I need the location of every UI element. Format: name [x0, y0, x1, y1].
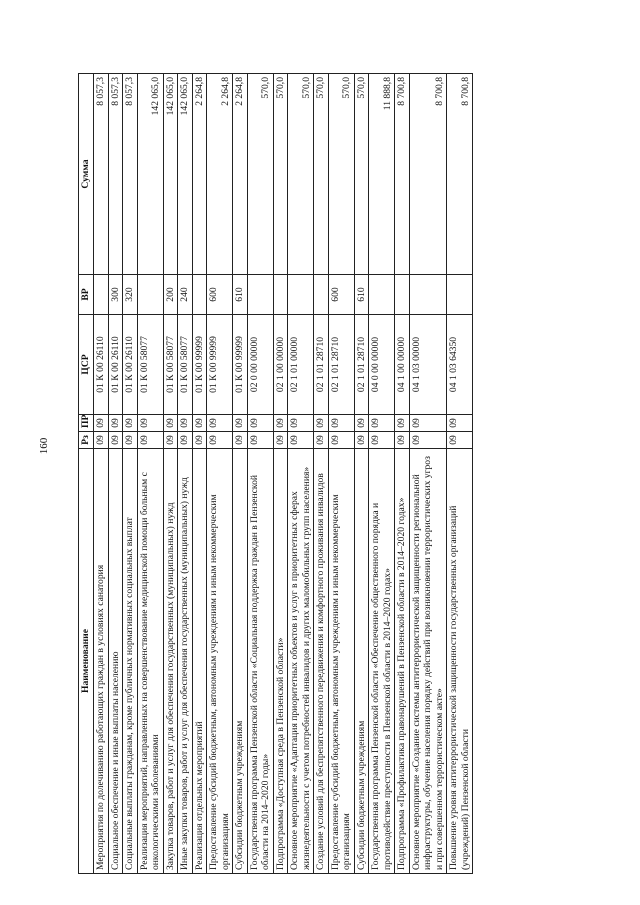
cell-name: Закупка товаров, работ и услуг для обеспечения государственных (муниципальных) нужд: [163, 449, 178, 874]
cell-vr: 300: [108, 275, 123, 315]
cell-vr: [273, 275, 288, 315]
cell-sum: 8 057,3: [94, 74, 109, 275]
cell-sum: 570,0: [314, 74, 329, 275]
table-row: [354, 74, 369, 874]
cell-csr: 01 К 00 26110: [108, 315, 123, 415]
cell-sum: 142 065,0: [163, 74, 178, 275]
cell-name: Подпрограмма «Доступная среда в Пензенской области»: [273, 449, 288, 874]
cell-vr: [395, 275, 410, 315]
cell-rz: 09: [314, 432, 329, 449]
cell-name: Иные закупки товаров, работ и услуг для обеспечения государственных (муниципальных) нужд: [178, 449, 193, 874]
cell-csr: 02 1 01 28710: [314, 315, 329, 415]
cell-rz: 09: [288, 432, 314, 449]
cell-vr: [314, 275, 329, 315]
cell-vr: 240: [178, 275, 193, 315]
cell-sum: 8 057,3: [123, 74, 138, 275]
cell-vr: [369, 275, 395, 315]
cell-pr: 09: [108, 415, 123, 432]
cell-csr: 02 1 01 00000: [288, 315, 314, 415]
table-row: [369, 74, 395, 874]
cell-vr: 320: [123, 275, 138, 315]
cell-name: Основное мероприятие «Адаптация приоритетных объектов и услуг в приоритетных сферах жизнедеятельности с учетом потребностей инвалидов и других маломобильных групп населения»: [288, 449, 314, 874]
cell-sum: 570,0: [247, 74, 273, 275]
cell-sum: 2 264,8: [207, 74, 233, 275]
cell-rz: 09: [447, 432, 473, 449]
cell-csr: 04 0 00 00000: [369, 315, 395, 415]
cell-sum: 2 264,8: [233, 74, 248, 275]
cell-rz: 09: [369, 432, 395, 449]
cell-name: Подпрограмма «Профилактика правонарушений в Пензенской области в 2014–2020 годах»: [395, 449, 410, 874]
cell-name: Реализация мероприятий, направленных на совершенствование медицинской помощи больным с онкологическими заболеваниями: [137, 449, 163, 874]
cell-csr: 01 К 00 58077: [163, 315, 178, 415]
cell-vr: [247, 275, 273, 315]
cell-pr: 09: [314, 415, 329, 432]
cell-pr: 09: [94, 415, 109, 432]
cell-vr: [288, 275, 314, 315]
cell-name: Предоставление субсидий бюджетным, автономным учреждениям и иным некоммерческим организациям: [207, 449, 233, 874]
cell-sum: 8 700,8: [409, 74, 447, 275]
cell-rz: 09: [207, 432, 233, 449]
cell-vr: 200: [163, 275, 178, 315]
cell-pr: 09: [409, 415, 447, 432]
header-pr: ПР: [79, 415, 94, 432]
table-row: [328, 74, 354, 874]
cell-csr: 02 1 01 28710: [354, 315, 369, 415]
table-row: [163, 74, 178, 874]
cell-rz: 09: [233, 432, 248, 449]
cell-pr: 09: [137, 415, 163, 432]
cell-rz: 09: [163, 432, 178, 449]
header-sum: Сумма: [79, 74, 94, 275]
cell-csr: 01 К 00 99999: [233, 315, 248, 415]
cell-rz: 09: [123, 432, 138, 449]
cell-pr: 09: [207, 415, 233, 432]
cell-sum: 11 888,8: [369, 74, 395, 275]
cell-name: Субсидии бюджетным учреждениям: [354, 449, 369, 874]
cell-name: Социальные выплаты гражданам, кроме публичных нормативных социальных выплат: [123, 449, 138, 874]
table-row: [409, 74, 447, 874]
cell-pr: 09: [328, 415, 354, 432]
cell-csr: 01 К 00 99999: [192, 315, 207, 415]
table-row: [288, 74, 314, 874]
table-row: [94, 74, 109, 874]
cell-vr: 600: [328, 275, 354, 315]
cell-pr: 09: [369, 415, 395, 432]
table-row: [207, 74, 233, 874]
cell-rz: 09: [328, 432, 354, 449]
cell-vr: [447, 275, 473, 315]
cell-pr: 09: [273, 415, 288, 432]
cell-pr: 09: [247, 415, 273, 432]
cell-name: Субсидии бюджетным учреждениям: [233, 449, 248, 874]
table-row: [447, 74, 473, 874]
cell-sum: 570,0: [354, 74, 369, 275]
header-rz: Рз: [79, 432, 94, 449]
cell-csr: 02 1 01 28710: [328, 315, 354, 415]
cell-sum: 8 700,8: [447, 74, 473, 275]
page-number: 160: [38, 437, 50, 455]
cell-rz: 09: [94, 432, 109, 449]
rotated-page-content: [78, 74, 598, 874]
cell-sum: 8 700,8: [395, 74, 410, 275]
cell-name: Государственная программа Пензенской области «Обеспечение общественного порядка и противодействие преступности в Пензенской области в 2014–2020 годах»: [369, 449, 395, 874]
cell-name: Предоставление субсидий бюджетным, автономным учреждениям и иным некоммерческим организациям: [328, 449, 354, 874]
cell-csr: 01 К 00 26110: [123, 315, 138, 415]
cell-rz: 09: [395, 432, 410, 449]
cell-pr: 09: [123, 415, 138, 432]
cell-vr: [94, 275, 109, 315]
cell-name: Создание условий для беспрепятственного передвижения и комфортного проживания инвалидов: [314, 449, 329, 874]
cell-vr: [192, 275, 207, 315]
cell-vr: [137, 275, 163, 315]
cell-csr: 01 К 00 58077: [178, 315, 193, 415]
budget-table: [78, 73, 473, 874]
table-row: [192, 74, 207, 874]
cell-pr: 09: [178, 415, 193, 432]
table-row: [178, 74, 193, 874]
cell-name: Государственная программа Пензенской области «Социальная поддержка граждан в Пензенской области на 2014–2020 годы»: [247, 449, 273, 874]
cell-csr: 02 0 00 00000: [247, 315, 273, 415]
cell-pr: 09: [192, 415, 207, 432]
cell-csr: 04 1 00 00000: [395, 315, 410, 415]
cell-pr: 09: [447, 415, 473, 432]
cell-name: Мероприятия по долечиванию работающих граждан в условиях санатория: [94, 449, 109, 874]
cell-vr: 610: [233, 275, 248, 315]
header-name: Наименование: [79, 449, 94, 874]
cell-csr: 02 1 00 00000: [273, 315, 288, 415]
table-row: [247, 74, 273, 874]
cell-vr: 610: [354, 275, 369, 315]
cell-rz: 09: [409, 432, 447, 449]
table-row: [273, 74, 288, 874]
cell-sum: 2 264,8: [192, 74, 207, 275]
cell-csr: 04 1 03 00000: [409, 315, 447, 415]
cell-name: Реализация отдельных мероприятий: [192, 449, 207, 874]
table-row: [123, 74, 138, 874]
cell-name: Повышение уровня антитеррористической защищенности государственных организаций (учреждений) Пензенской области: [447, 449, 473, 874]
cell-pr: 09: [354, 415, 369, 432]
table-row: [137, 74, 163, 874]
cell-name: Основное мероприятие «Создание системы антитеррористической защищенности региональной инфраструктуры, обучение населения порядку действий при возникновении террористических угроз и при совершенном террористическом акте»: [409, 449, 447, 874]
cell-sum: 8 057,3: [108, 74, 123, 275]
cell-rz: 09: [273, 432, 288, 449]
cell-rz: 09: [192, 432, 207, 449]
cell-sum: 142 065,0: [137, 74, 163, 275]
cell-csr: 01 К 00 58077: [137, 315, 163, 415]
header-vr: ВР: [79, 275, 94, 315]
cell-csr: 01 К 00 99999: [207, 315, 233, 415]
cell-rz: 09: [354, 432, 369, 449]
cell-rz: 09: [108, 432, 123, 449]
table-row: [108, 74, 123, 874]
cell-sum: 142 065,0: [178, 74, 193, 275]
cell-rz: 09: [178, 432, 193, 449]
cell-rz: 09: [247, 432, 273, 449]
table-row: [314, 74, 329, 874]
table-row: [395, 74, 410, 874]
table-row: [233, 74, 248, 874]
cell-name: Социальное обеспечение и иные выплаты населению: [108, 449, 123, 874]
table-header-row: [79, 74, 94, 874]
cell-rz: 09: [137, 432, 163, 449]
cell-pr: 09: [233, 415, 248, 432]
cell-vr: 600: [207, 275, 233, 315]
cell-pr: 09: [395, 415, 410, 432]
header-csr: ЦСР: [79, 315, 94, 415]
cell-sum: 570,0: [288, 74, 314, 275]
cell-sum: 570,0: [328, 74, 354, 275]
cell-vr: [409, 275, 447, 315]
cell-csr: 04 1 03 64350: [447, 315, 473, 415]
cell-csr: 01 К 00 26110: [94, 315, 109, 415]
cell-sum: 570,0: [273, 74, 288, 275]
cell-pr: 09: [163, 415, 178, 432]
cell-pr: 09: [288, 415, 314, 432]
